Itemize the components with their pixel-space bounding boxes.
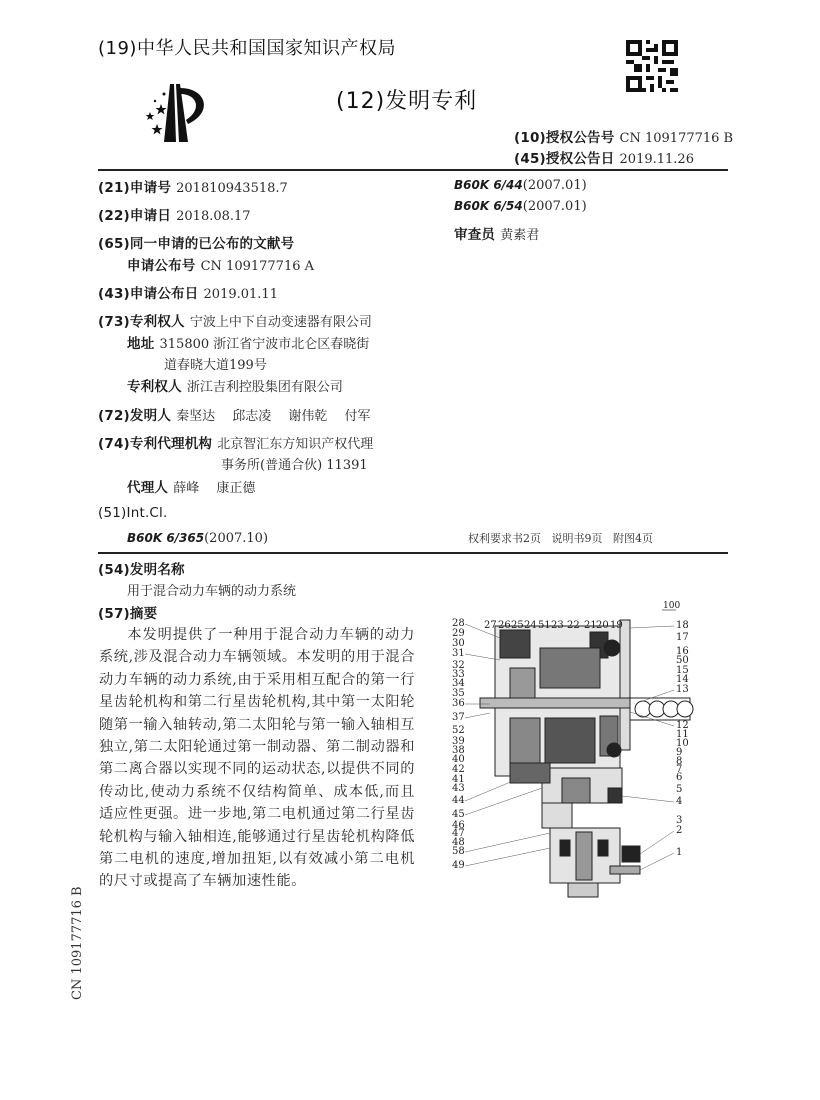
inventors xyxy=(98,404,370,424)
svg-text:45: 45 xyxy=(452,809,465,820)
svg-text:51: 51 xyxy=(538,620,551,631)
svg-text:43: 43 xyxy=(452,783,465,794)
grant-date xyxy=(514,147,694,167)
svg-text:10: 10 xyxy=(676,738,689,749)
svg-text:37: 37 xyxy=(452,712,465,723)
svg-text:28: 28 xyxy=(452,618,465,629)
address-line-1: 315800 浙江省宁波市北仑区春晓街 xyxy=(159,337,370,352)
svg-text:34: 34 xyxy=(452,678,465,689)
int-cl-main xyxy=(127,527,268,546)
svg-text:23: 23 xyxy=(551,620,564,631)
svg-text:22: 22 xyxy=(567,620,580,631)
address xyxy=(127,332,369,352)
svg-text:41: 41 xyxy=(452,774,465,785)
classification-2 xyxy=(454,195,587,214)
patentee-2-value: 浙江吉利控股集团有限公司 xyxy=(186,380,343,395)
publication-date-value: 2019.01.11 xyxy=(203,287,278,302)
grant-number-value: CN 109177716 B xyxy=(619,131,734,146)
svg-text:14: 14 xyxy=(676,674,689,685)
inventors-label: (72)发明人 xyxy=(98,408,172,424)
invention-title: 用于混合动力车辆的动力系统 xyxy=(127,584,297,599)
svg-text:31: 31 xyxy=(452,648,465,659)
inventor: 谢伟乾 xyxy=(288,409,328,424)
invention-title-label: (54)发明名称 xyxy=(98,562,185,578)
page-counts: 权利要求书2页 说明书9页 附图4页 xyxy=(468,532,653,545)
classification-version: (2007.01) xyxy=(522,178,587,193)
document-type: (12)发明专利 xyxy=(336,89,478,114)
svg-text:11: 11 xyxy=(676,729,689,740)
svg-text:8: 8 xyxy=(676,756,683,767)
abstract-body xyxy=(99,624,415,893)
classification-code: B60K 6/44 xyxy=(454,178,523,192)
svg-text:3: 3 xyxy=(676,815,683,826)
svg-text:33: 33 xyxy=(452,669,465,680)
svg-text:52: 52 xyxy=(452,725,465,736)
int-cl-main-version: (2007.10) xyxy=(204,531,269,546)
svg-text:2: 2 xyxy=(676,825,683,836)
agent: 康正德 xyxy=(216,481,256,496)
qr-code-icon xyxy=(626,40,678,92)
svg-text:17: 17 xyxy=(676,632,689,643)
application-number-label: (21)申请号 xyxy=(98,180,172,196)
svg-text:30: 30 xyxy=(452,638,465,649)
svg-text:4: 4 xyxy=(676,796,683,807)
application-number-value: 201810943518.7 xyxy=(176,181,288,196)
svg-text:20: 20 xyxy=(596,620,609,631)
classification-1 xyxy=(454,174,587,193)
publication-number-value: CN 109177716 A xyxy=(200,259,315,274)
header-divider xyxy=(98,169,728,171)
svg-text:7: 7 xyxy=(676,764,683,775)
svg-text:50: 50 xyxy=(676,655,689,666)
application-date-value: 2018.08.17 xyxy=(176,209,251,224)
svg-text:19: 19 xyxy=(610,620,623,631)
svg-text:25: 25 xyxy=(511,620,524,631)
svg-text:49: 49 xyxy=(452,860,465,871)
inventor: 秦坚达 xyxy=(176,409,216,424)
grant-date-value: 2019.11.26 xyxy=(619,152,694,167)
svg-text:58: 58 xyxy=(452,846,465,857)
svg-text:38: 38 xyxy=(452,745,465,756)
svg-text:16: 16 xyxy=(676,646,689,657)
inventor: 付军 xyxy=(344,409,371,424)
svg-text:15: 15 xyxy=(676,665,689,676)
application-date-label: (22)申请日 xyxy=(98,208,172,224)
application-date xyxy=(98,204,251,224)
examiner xyxy=(454,223,539,243)
svg-text:36: 36 xyxy=(452,698,465,709)
agents-label: 代理人 xyxy=(127,480,169,496)
classification-version: (2007.01) xyxy=(522,199,587,214)
svg-text:35: 35 xyxy=(452,688,465,699)
office-name: (19)中华人民共和国国家知识产权局 xyxy=(98,38,396,59)
svg-text:29: 29 xyxy=(452,628,465,639)
side-publication-number: CN 109177716 B xyxy=(70,886,85,1000)
patentee-2-label: 专利权人 xyxy=(127,379,182,395)
svg-text:39: 39 xyxy=(452,736,465,747)
patentee-label: (73)专利权人 xyxy=(98,314,185,330)
patentee xyxy=(98,310,372,330)
biblio-divider xyxy=(98,552,728,554)
svg-text:26: 26 xyxy=(498,620,511,631)
abstract-text: 本发明提供了一种用于混合动力车辆的动力系统,涉及混合动力车辆领域。本发明的用于混合动力车辆的动力系统,由于采用相互配合的第一行星齿轮机构和第二行星齿轮机构,其中第一太阳轮随第一输入轴转动,第二太阳轮与第一输入轴相互独立,第二太阳轮通过第一制动器、第二制动器和第二离合器以实现不同的运动状态,以提供不同的传动比,使动力系统不仅结构简单、成本低,而且适应性更强。进一步地,第二电机通过第二行星齿轮机构与输入轴相连,能够通过行星齿轮机构降低第二电机的速度,增加扭矩,以有效减小第二电机的尺寸或提高了车辆加速性能。 xyxy=(99,627,415,890)
agency-line-1: 北京智汇东方知识产权代理 xyxy=(217,437,374,452)
figure-ref: 100 xyxy=(663,601,681,611)
svg-text:13: 13 xyxy=(676,684,689,695)
classification-code: B60K 6/54 xyxy=(454,199,523,213)
agents xyxy=(127,476,255,496)
publication-number-label: 申请公布号 xyxy=(127,258,196,274)
grant-number-label: (10)授权公告号 xyxy=(514,130,615,146)
int-cl-main-code: B60K 6/365 xyxy=(127,531,205,545)
grant-date-label: (45)授权公告日 xyxy=(514,151,615,167)
publication-number xyxy=(127,254,314,274)
agency xyxy=(98,432,373,452)
svg-text:40: 40 xyxy=(452,754,465,765)
publication-date-label: (43)申请公布日 xyxy=(98,286,199,302)
svg-text:18: 18 xyxy=(676,620,689,631)
address-label: 地址 xyxy=(127,336,155,352)
svg-text:42: 42 xyxy=(452,764,465,775)
svg-text:21: 21 xyxy=(584,620,597,631)
svg-text:6: 6 xyxy=(676,772,683,783)
svg-text:9: 9 xyxy=(676,747,683,758)
svg-text:47: 47 xyxy=(452,828,465,839)
agency-line-2: 事务所(普通合伙) 11391 xyxy=(221,458,368,473)
svg-text:48: 48 xyxy=(452,837,465,848)
application-number xyxy=(98,176,288,196)
cnipa-logo-icon xyxy=(136,82,216,144)
svg-text:12: 12 xyxy=(676,720,689,731)
patentee-value: 宁波上中下自动变速器有限公司 xyxy=(189,315,372,330)
svg-text:44: 44 xyxy=(452,795,465,806)
agent: 薛峰 xyxy=(173,481,200,496)
svg-text:27: 27 xyxy=(484,620,497,631)
prior-publication-label: (65)同一申请的已公布的文献号 xyxy=(98,236,295,252)
examiner-label: 审查员 xyxy=(454,227,496,243)
prior-publication xyxy=(98,232,294,252)
grant-number xyxy=(514,126,733,146)
address-line-2: 道春晓大道199号 xyxy=(164,358,267,373)
svg-text:46: 46 xyxy=(452,820,465,831)
agency-label: (74)专利代理机构 xyxy=(98,436,213,452)
publication-date xyxy=(98,282,278,302)
svg-text:24: 24 xyxy=(524,620,537,631)
abstract-label: (57)摘要 xyxy=(98,606,158,622)
inventor: 邱志凌 xyxy=(232,409,272,424)
svg-text:32: 32 xyxy=(452,660,465,671)
svg-text:1: 1 xyxy=(676,847,683,858)
patent-drawing xyxy=(450,598,740,898)
int-cl-label: (51)Int.Cl. xyxy=(98,505,168,521)
examiner-value: 黄素君 xyxy=(500,228,540,243)
patentee-2 xyxy=(127,375,343,395)
svg-text:5: 5 xyxy=(676,784,683,795)
